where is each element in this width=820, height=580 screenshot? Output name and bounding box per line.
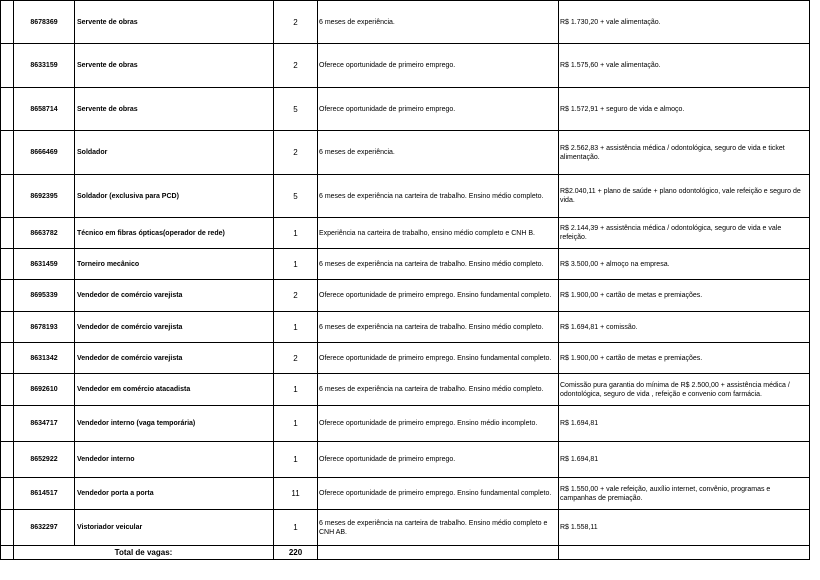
vacancy-count: 2 — [274, 1, 318, 44]
table-row — [1, 88, 810, 131]
empty-cell — [559, 546, 810, 560]
table-row — [1, 374, 810, 406]
blank-cell — [1, 1, 14, 44]
job-code: 8633159 — [14, 44, 75, 88]
job-code: 8631342 — [14, 343, 75, 374]
job-salary-benefits: R$ 1.900,00 + cartão de metas e premiações. — [559, 280, 810, 312]
job-salary-benefits: R$ 2.562,83 + assistência médica / odontológica, seguro de vida e ticket alimentação. — [559, 131, 810, 175]
vacancy-count: 2 — [274, 44, 318, 88]
table-row — [1, 478, 810, 510]
vacancy-count: 1 — [274, 374, 318, 406]
job-salary-benefits: R$ 1.694,81 — [559, 442, 810, 478]
job-salary-benefits: R$ 1.694,81 + comissão. — [559, 312, 810, 343]
job-salary-benefits: R$ 1.550,00 + vale refeição, auxílio internet, convênio, programas e campanhas de premiação. — [559, 478, 810, 510]
job-requirements: Oferece oportunidade de primeiro emprego. — [318, 442, 559, 478]
job-requirements: Oferece oportunidade de primeiro emprego. Ensino fundamental completo. — [318, 478, 559, 510]
table-row — [1, 175, 810, 218]
blank-cell — [1, 478, 14, 510]
job-code: 8631459 — [14, 249, 75, 280]
blank-cell — [1, 44, 14, 88]
vacancy-count: 5 — [274, 88, 318, 131]
job-code: 8692395 — [14, 175, 75, 218]
job-title: Vendedor porta a porta — [75, 478, 274, 510]
blank-cell — [1, 546, 14, 560]
table-row — [1, 442, 810, 478]
table-row — [1, 218, 810, 249]
vacancy-count: 1 — [274, 406, 318, 442]
total-value: 220 — [274, 546, 318, 560]
job-title: Vendedor de comércio varejista — [75, 280, 274, 312]
blank-cell — [1, 249, 14, 280]
blank-cell — [1, 131, 14, 175]
table-row — [1, 510, 810, 546]
job-salary-benefits: R$ 1.694,81 — [559, 406, 810, 442]
job-requirements: Oferece oportunidade de primeiro emprego. — [318, 88, 559, 131]
table-row — [1, 343, 810, 374]
job-code: 8695339 — [14, 280, 75, 312]
job-salary-benefits: R$ 3.500,00 + almoço na empresa. — [559, 249, 810, 280]
empty-cell — [318, 546, 559, 560]
job-requirements: 6 meses de experiência na carteira de trabalho. Ensino médio completo. — [318, 312, 559, 343]
blank-cell — [1, 218, 14, 249]
blank-cell — [1, 343, 14, 374]
job-salary-benefits: R$ 1.572,91 + seguro de vida e almoço. — [559, 88, 810, 131]
job-title: Vendedor interno (vaga temporária) — [75, 406, 274, 442]
job-requirements: 6 meses de experiência na carteira de trabalho. Ensino médio completo. — [318, 374, 559, 406]
blank-cell — [1, 442, 14, 478]
job-title: Servente de obras — [75, 88, 274, 131]
job-requirements: 6 meses de experiência. — [318, 131, 559, 175]
job-requirements: 6 meses de experiência na carteira de trabalho. Ensino médio completo e CNH AB. — [318, 510, 559, 546]
job-code: 8666469 — [14, 131, 75, 175]
job-code: 8663782 — [14, 218, 75, 249]
job-requirements: Oferece oportunidade de primeiro emprego. — [318, 44, 559, 88]
job-title: Vendedor de comércio varejista — [75, 312, 274, 343]
total-label: Total de vagas: — [14, 546, 274, 560]
table-row — [1, 1, 810, 44]
vacancy-count: 1 — [274, 442, 318, 478]
job-title: Soldador (exclusiva para PCD) — [75, 175, 274, 218]
job-code: 8692610 — [14, 374, 75, 406]
blank-cell — [1, 510, 14, 546]
job-title: Soldador — [75, 131, 274, 175]
job-salary-benefits: R$ 1.558,11 — [559, 510, 810, 546]
vacancy-count: 5 — [274, 175, 318, 218]
vacancy-count: 1 — [274, 510, 318, 546]
vacancy-count: 1 — [274, 312, 318, 343]
vacancy-count: 1 — [274, 218, 318, 249]
job-requirements: 6 meses de experiência na carteira de trabalho. Ensino médio completo. — [318, 249, 559, 280]
blank-cell — [1, 280, 14, 312]
vacancy-count: 2 — [274, 131, 318, 175]
vacancy-count: 2 — [274, 343, 318, 374]
job-requirements: Oferece oportunidade de primeiro emprego. Ensino fundamental completo. — [318, 280, 559, 312]
job-requirements: Experiência na carteira de trabalho, ensino médio completo e CNH B. — [318, 218, 559, 249]
job-requirements: 6 meses de experiência na carteira de trabalho. Ensino médio completo. — [318, 175, 559, 218]
blank-cell — [1, 406, 14, 442]
total-row — [1, 546, 810, 560]
job-code: 8614517 — [14, 478, 75, 510]
job-title: Técnico em fibras ópticas(operador de rede) — [75, 218, 274, 249]
blank-cell — [1, 312, 14, 343]
job-title: Vendedor de comércio varejista — [75, 343, 274, 374]
job-salary-benefits: Comissão pura garantia do mínima de R$ 2.500,00 + assistência médica / odontológica, seguro de vida , refeição e convenio com farmácia. — [559, 374, 810, 406]
table-row — [1, 44, 810, 88]
job-salary-benefits: R$ 1.575,60 + vale alimentação. — [559, 44, 810, 88]
job-code: 8658714 — [14, 88, 75, 131]
job-title: Servente de obras — [75, 44, 274, 88]
job-salary-benefits: R$2.040,11 + plano de saúde + plano odontológico, vale refeição e seguro de vida. — [559, 175, 810, 218]
blank-cell — [1, 175, 14, 218]
blank-cell — [1, 88, 14, 131]
table-row — [1, 131, 810, 175]
table-row — [1, 280, 810, 312]
job-salary-benefits: R$ 1.730,20 + vale alimentação. — [559, 1, 810, 44]
job-requirements: 6 meses de experiência. — [318, 1, 559, 44]
table-row — [1, 249, 810, 280]
job-title: Vendedor em comércio atacadista — [75, 374, 274, 406]
job-title: Torneiro mecânico — [75, 249, 274, 280]
vacancy-count: 1 — [274, 249, 318, 280]
table-row — [1, 406, 810, 442]
blank-cell — [1, 374, 14, 406]
job-code: 8652922 — [14, 442, 75, 478]
job-code: 8678369 — [14, 1, 75, 44]
job-salary-benefits: R$ 2.144,39 + assistência médica / odontológica, seguro de vida e vale refeição. — [559, 218, 810, 249]
job-title: Vendedor interno — [75, 442, 274, 478]
job-salary-benefits: R$ 1.900,00 + cartão de metas e premiações. — [559, 343, 810, 374]
job-title: Vistoriador veicular — [75, 510, 274, 546]
job-requirements: Oferece oportunidade de primeiro emprego. Ensino médio incompleto. — [318, 406, 559, 442]
job-title: Servente de obras — [75, 1, 274, 44]
job-code: 8632297 — [14, 510, 75, 546]
job-requirements: Oferece oportunidade de primeiro emprego. Ensino fundamental completo. — [318, 343, 559, 374]
job-code: 8678193 — [14, 312, 75, 343]
vacancy-count: 11 — [274, 478, 318, 510]
table-row — [1, 312, 810, 343]
job-code: 8634717 — [14, 406, 75, 442]
vacancy-count: 2 — [274, 280, 318, 312]
